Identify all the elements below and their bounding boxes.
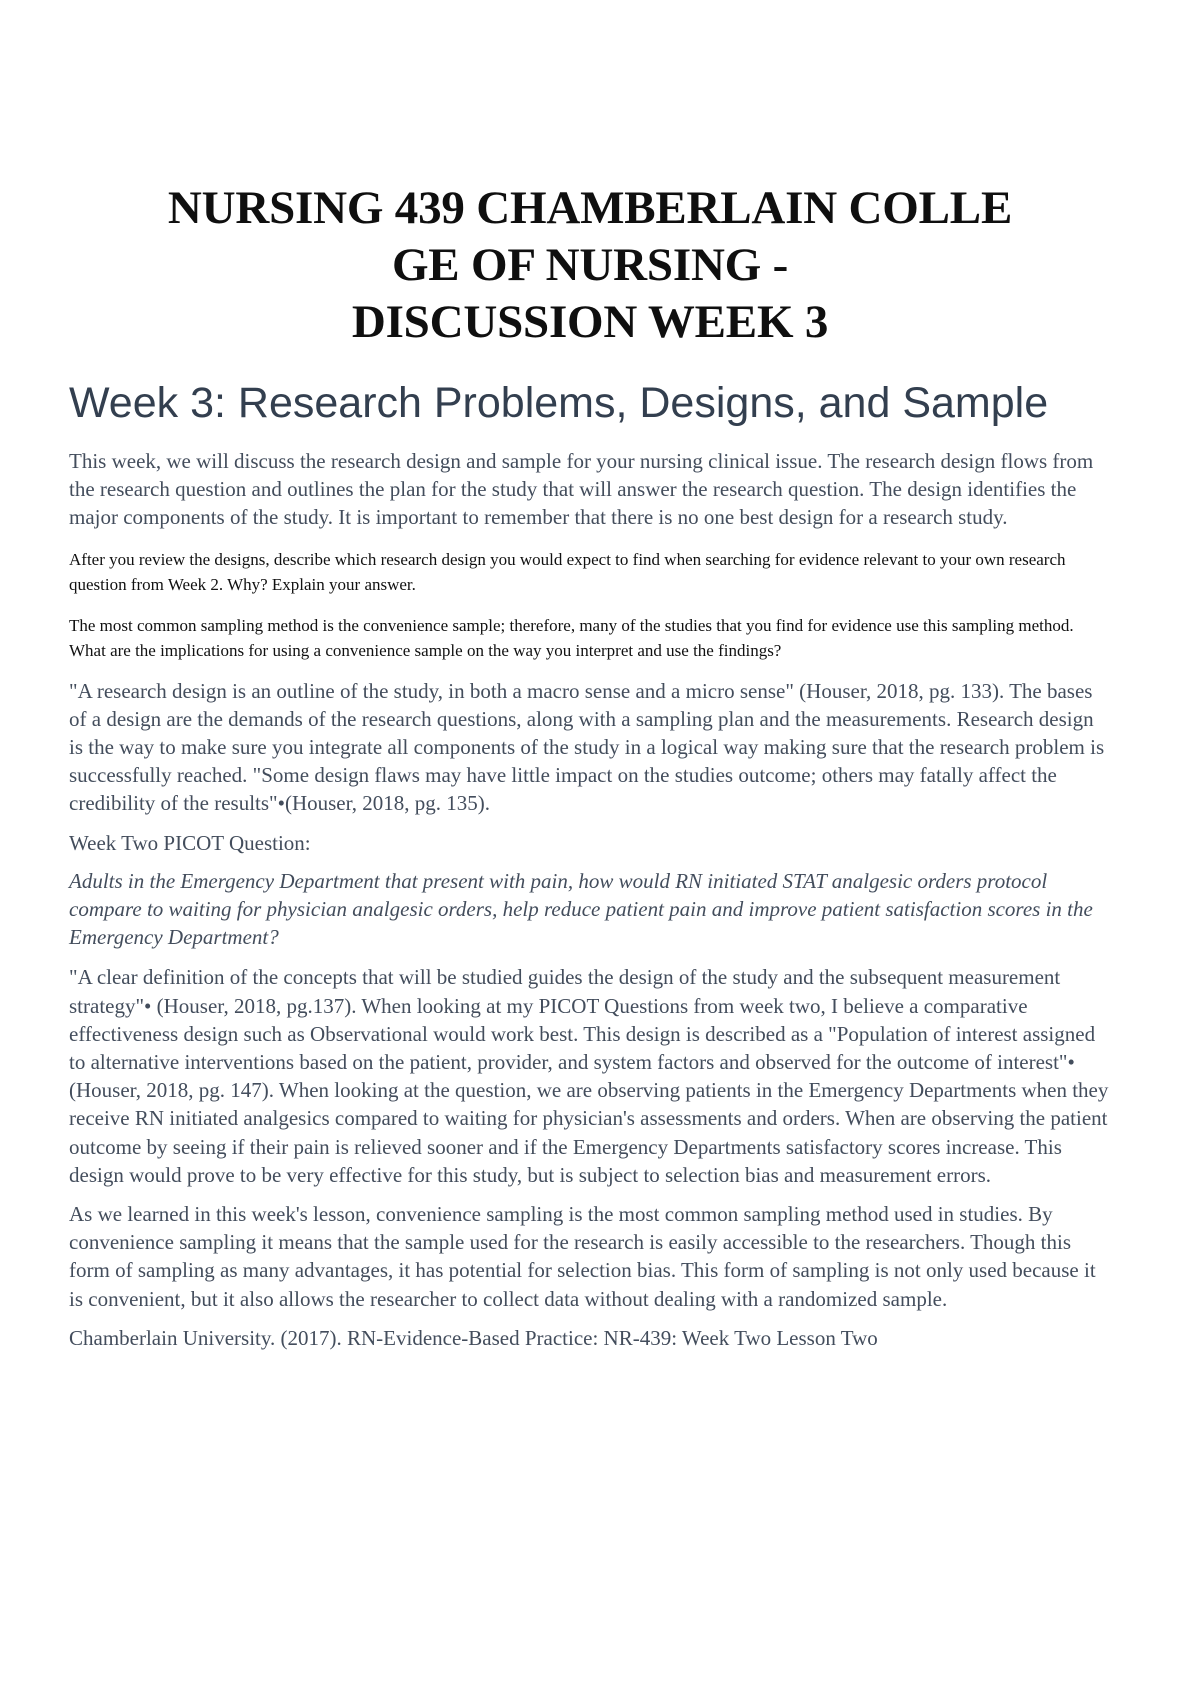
- document-title-line: GE OF NURSING -: [391, 239, 789, 291]
- document-title-line: NURSING 439 CHAMBERLAIN COLLE: [167, 182, 1013, 234]
- intro-paragraph: This week, we will discuss the research design and sample for your nursing clinical issue. The research design flows from the research question and outlines the plan for the study that will answer the research question. The design identifies the major components of the study. It is important to remember that there is no one best design for a research study.: [69, 449, 1094, 530]
- response-paragraph-design: "A research design is an outline of the study, in both a macro sense and a micro sense" (Houser, 2018, pg. 133). The bases of a design are the demands of the research questions, along with a sampling plan and the measurements. Research design is the way to make sure you integrate all components of the study in a logical way making sure that the research problem is successfully reached. "Some design flaws may have little impact on the studies outcome; others may fatally affect the credibility of the results"•(Houser, 2018, pg. 135).: [69, 678, 1105, 816]
- response-paragraph-sampling: As we learned in this week's lesson, convenience sampling is the most common sampling method used in studies. By convenience sampling it means that the sample used for the research is easily accessible to the researchers. Though this form of sampling as many advantages, it has potential for selection bias. This form of sampling is not only used because it is convenient, but it also allows the researcher to collect data without dealing with a randomized sample.: [69, 1202, 1096, 1311]
- picot-label: Week Two PICOT Question:: [69, 830, 311, 855]
- document-title: [69, 180, 1111, 351]
- response-paragraph-observational: "A clear definition of the concepts that will be studied guides the design of the study and the subsequent measurement strategy"• (Houser, 2018, pg.137). When looking at my PICOT Questions from week two, I believe a comparative effectiveness design such as Observational would work best. This design is described as a "Population of interest assigned to alternative interventions based on the patient, provider, and system factors and observed for the outcome of interest"• (Houser, 2018, pg. 147). When looking at the question, we are observing patients in the Emergency Departments when they receive RN initiated analgesics compared to waiting for physician's assessments and orders. When are observing the patient outcome by seeing if their pain is relieved sooner and if the Emergency Departments satisfactory scores increase. This design would prove to be very effective for this study, but is subject to selection bias and measurement errors.: [69, 965, 1109, 1187]
- reference-citation: Chamberlain University. (2017). RN-Evidence-Based Practice: NR-439: Week Two Lesson Two: [69, 1325, 878, 1350]
- week-heading: Week 3: Research Problems, Designs, and Sample: [69, 379, 1049, 427]
- discussion-prompt-sampling: The most common sampling method is the convenience sample; therefore, many of the studies that you find for evidence use this sampling method. What are the implications for using a convenience sample on the way you interpret and use the findings?: [69, 615, 1074, 660]
- document-title-line: DISCUSSION WEEK 3: [351, 296, 829, 348]
- picot-question: Adults in the Emergency Department that present with pain, how would RN initiated STAT analgesic orders protocol compare to waiting for physician analgesic orders, help reduce patient pain and improve patient satisfaction scores in the Emergency Department?: [69, 868, 1093, 950]
- discussion-prompt-design: After you review the designs, describe which research design you would expect to find when searching for evidence relevant to your own research question from Week 2. Why? Explain your answer.: [69, 549, 1066, 594]
